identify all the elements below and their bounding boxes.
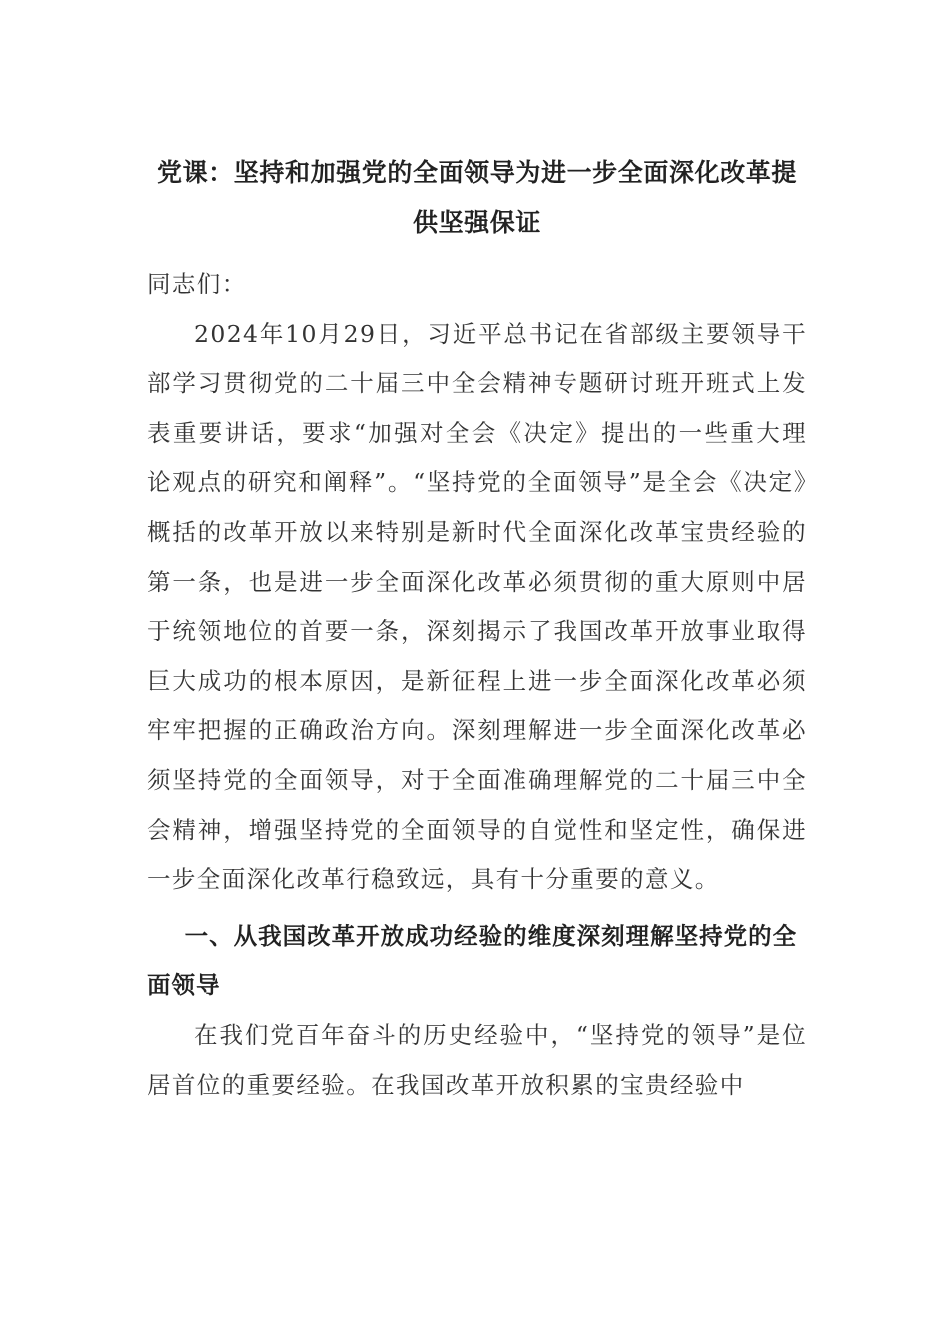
section-1-paragraph: 在我们党百年奋斗的历史经验中，“坚持党的领导”是位居首位的重要经验。在我国改革开放积累的宝贵经验中: [147, 1020, 807, 1099]
salutation: 同志们：: [147, 270, 247, 298]
document-title: 党课：坚持和加强党的全面领导为进一步全面深化改革提供坚强保证: [156, 158, 797, 237]
section-1-heading: 一、从我国改革开放成功经验的维度深刻理解坚持党的全面领导: [147, 921, 798, 1000]
intro-paragraph: 2024年10月29日，习近平总书记在省部级主要领导干部学习贯彻党的二十届三中全会精神专题研讨班开班式上发表重要讲话，要求“加强对全会《决定》提出的一些重大理论观点的研究和阐释”。“坚持党的全面领导”是全会《决定》概括的改革开放以来特别是新时代全面深化改革宝贵经验的第一条，也是进一步全面深化改革必须贯彻的重大原则中居于统领地位的首要一条，深刻揭示了我国改革开放事业取得巨大成功的根本原因，是新征程上进一步全面深化改革必须牢牢把握的正确政治方向。深刻理解进一步全面深化改革必须坚持党的全面领导，对于全面准确理解党的二十届三中全会精神，增强坚持党的全面领导的自觉性和坚定性，确保进一步全面深化改革行稳致远，具有十分重要的意义。: [147, 319, 807, 894]
document-content: [147, 148, 807, 1110]
